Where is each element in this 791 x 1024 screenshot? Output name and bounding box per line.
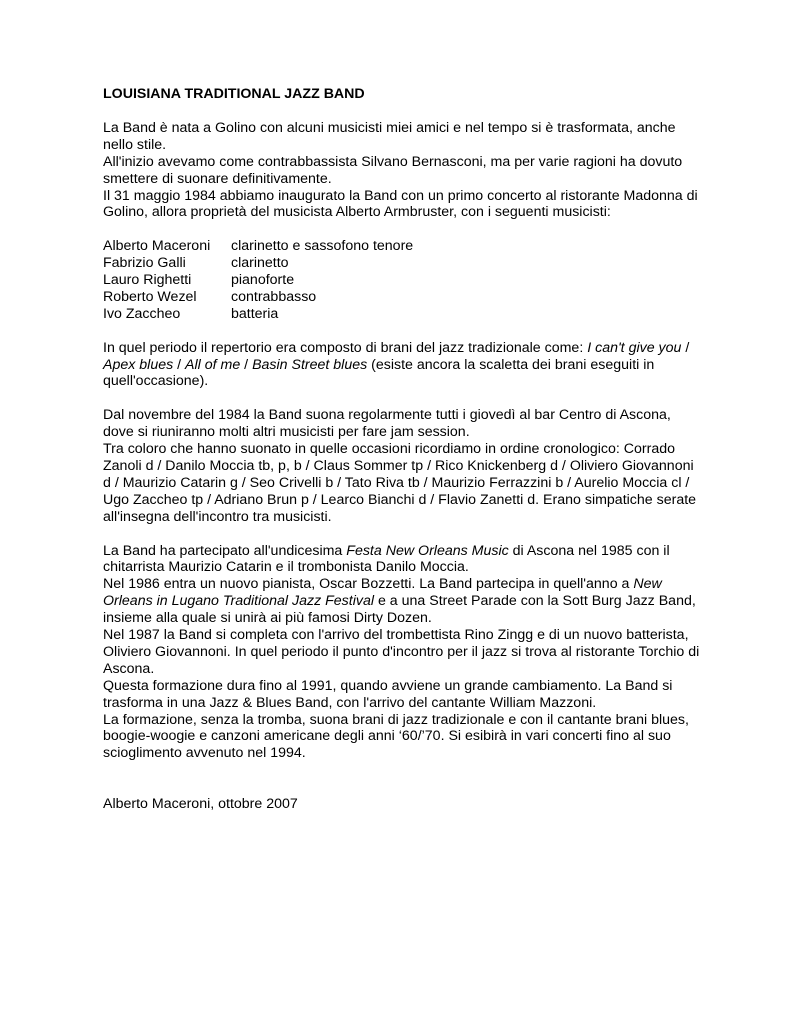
history-text: e a una Street Parade con la Sott Burg Jazz Band, insieme alla quale si unirà ai più famosi Dirty Dozen. bbox=[103, 593, 696, 627]
history-paragraph: Questa formazione dura fino al 1991, quando avviene un grande cambiamento. La Band si trasforma in una Jazz & Blues Band, con l'arrivo del cantante William Mazzoni. bbox=[103, 677, 673, 711]
musician-name: Lauro Righetti bbox=[103, 272, 192, 289]
history-paragraph bbox=[103, 543, 701, 577]
song-title: I can't give you bbox=[587, 339, 682, 356]
musician-instrument: clarinetto bbox=[231, 255, 289, 272]
repertoire-paragraph bbox=[103, 340, 701, 391]
musician-name: Fabrizio Galli bbox=[103, 255, 186, 272]
repertoire-text: (esiste ancora la scaletta dei brani eseguiti in quell'occasione). bbox=[103, 356, 655, 390]
song-title: Apex blues bbox=[103, 356, 174, 373]
intro-paragraph: Il 31 maggio 1984 abbiamo inaugurato la Band con un primo concerto al ristorante Madonna di Golino, allora proprietà del musicista Alberto Armbruster, con i seguenti musicisti: bbox=[103, 187, 698, 221]
history-section bbox=[103, 543, 701, 763]
song-title: All of me bbox=[185, 356, 241, 373]
repertoire-text: In quel periodo il repertorio era composto di brani del jazz tradizionale come: bbox=[103, 339, 588, 356]
history-paragraph: Nel 1987 la Band si completa con l'arrivo del trombettista Rino Zingg e di un nuovo batterista, Oliviero Giovannoni. In quel periodo il punto d'incontro per il jazz si trova al ristorante Torchio di Ascona. bbox=[103, 627, 700, 677]
musician-instrument: clarinetto e sassofono tenore bbox=[231, 238, 414, 255]
musician-row bbox=[103, 238, 413, 255]
intro-section bbox=[103, 120, 701, 221]
jam-paragraph: Dal novembre del 1984 la Band suona regolarmente tutti i giovedì al bar Centro di Ascona, dove si riuniranno molti altri musicisti per fare jam session. bbox=[103, 407, 671, 441]
musician-instrument: batteria bbox=[231, 305, 279, 322]
separator: / bbox=[681, 339, 690, 356]
history-text: La Band ha partecipato all'undicesima bbox=[103, 542, 347, 559]
intro-paragraph: La Band è nata a Golino con alcuni musicisti miei amici e nel tempo si è trasformata, anche nello stile. bbox=[103, 119, 676, 153]
musician-name: Roberto Wezel bbox=[103, 288, 197, 305]
musician-name: Alberto Maceroni bbox=[103, 238, 211, 255]
intro-paragraph: All'inizio avevamo come contrabbassista Silvano Bernasconi, ma per varie ragioni ha dovuto smettere di suonare definitivamente. bbox=[103, 153, 683, 187]
signature: Alberto Maceroni, ottobre 2007 bbox=[103, 796, 298, 813]
musician-instrument: pianoforte bbox=[231, 272, 295, 289]
musician-name: Ivo Zaccheo bbox=[103, 305, 181, 322]
musician-row bbox=[103, 306, 413, 323]
history-text: Nel 1986 entra un nuovo pianista, Oscar Bozzetti. La Band partecipa in quell'anno a bbox=[103, 576, 634, 593]
separator: / bbox=[240, 356, 253, 373]
history-paragraph: La formazione, senza la tromba, suona brani di jazz tradizionale e con il cantante brani blues, boogie-woogie e canzoni americane degli anni ‘60/’70. Si esibirà in vari concerti fino al suo scioglimento avvenuto nel 1994. bbox=[103, 711, 689, 762]
jam-section bbox=[103, 407, 701, 525]
musician-row bbox=[103, 255, 413, 272]
musician-instrument: contrabbasso bbox=[231, 288, 317, 305]
musicians-table bbox=[103, 238, 413, 323]
festival-name: Festa New Orleans Music bbox=[346, 542, 509, 559]
song-title: Basin Street blues bbox=[252, 356, 368, 373]
document-title: LOUISIANA TRADITIONAL JAZZ BAND bbox=[103, 86, 365, 102]
history-text: di Ascona nel 1985 con il chitarrista Maurizio Catarin e il trombonista Danilo Moccia. bbox=[103, 542, 670, 576]
musician-row bbox=[103, 289, 413, 306]
musician-row bbox=[103, 272, 413, 289]
separator: / bbox=[173, 356, 186, 373]
festival-name: New Orleans in Lugano Traditional Jazz Festival bbox=[103, 576, 662, 610]
jam-paragraph: Tra coloro che hanno suonato in quelle occasioni ricordiamo in ordine cronologico: Corrado Zanoli d / Danilo Moccia tb, p, b / Claus Sommer tp / Rico Knickenberg d / Oliviero Giovannoni d / Maurizio Catarin g / Seo Crivelli b / Tato Riva tb / Maurizio Ferrazzini b / Aurelio Moccia cl / Ugo Zaccheo tp / Adriano Brun p / Learco Bianchi d / Flavio Zanetti d. Erano simpatiche serate all'insegna dell'incontro tra musicisti. bbox=[103, 441, 697, 525]
history-paragraph bbox=[103, 576, 701, 627]
